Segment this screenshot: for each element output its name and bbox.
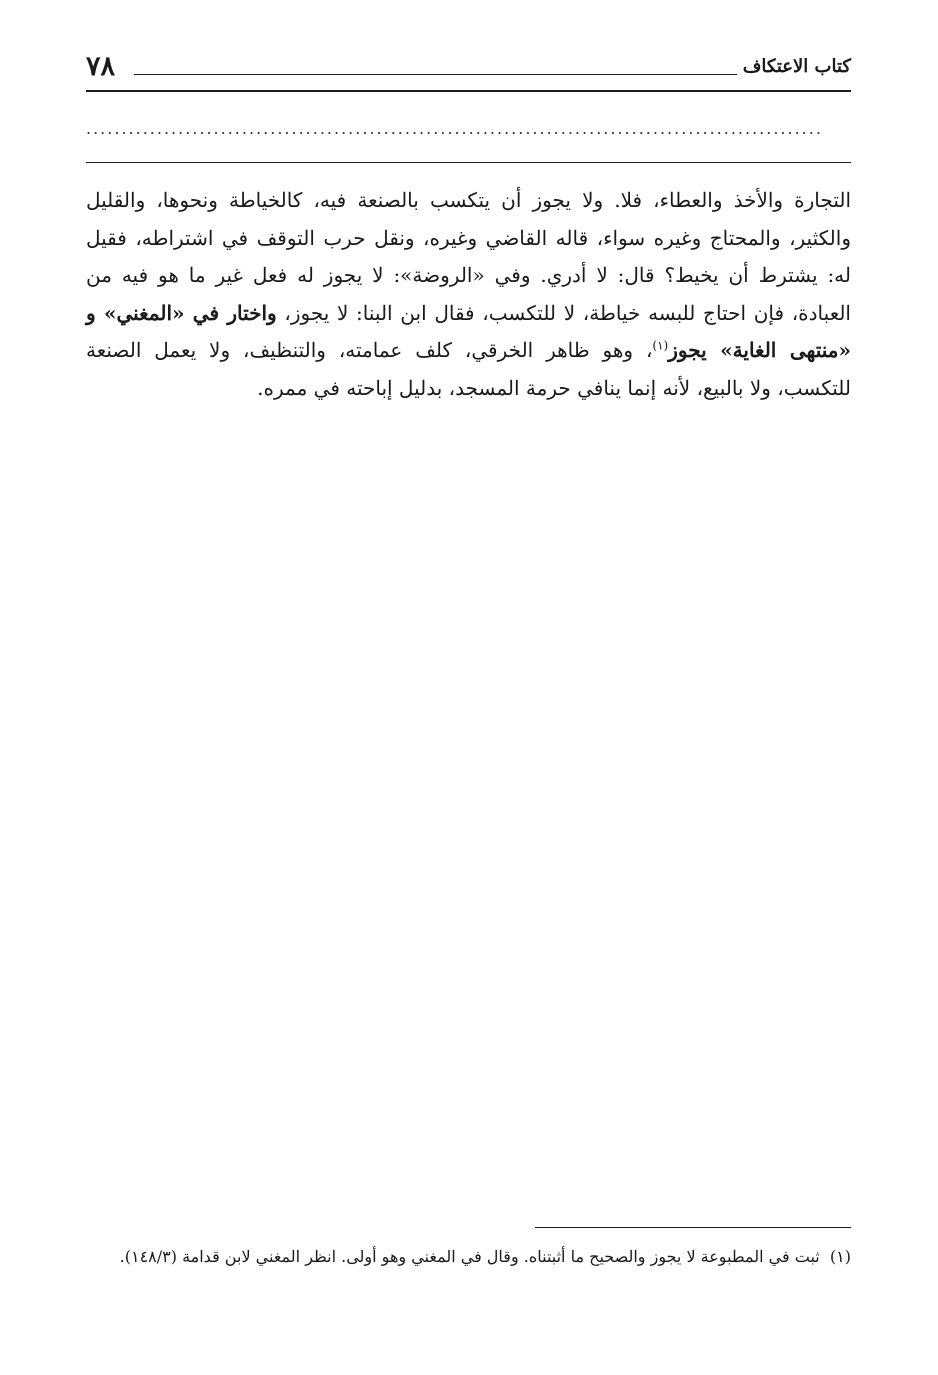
main-paragraph	[86, 182, 851, 407]
text-run: التجارة والأخذ والعطاء، فلا. ولا يجوز أن يتكسب بالصنعة فيه، كالخياطة ونحوها، والقليل والكثير، والمحتاج وغيره سواء، قاله القاضي وغيره، ونقل حرب التوقف في اشتراطه، فقيل له: يشترط أن يخيط؟ قال: لا أدري. وفي «الروضة»: لا يجوز له فعل غير ما هو فيه من العبادة، فإن احتاج للبسه خياطة، لا للتكسب، فقال ابن البنا: لا يجوز،	[86, 188, 851, 325]
footnote-text: ثبت في المطبوعة لا يجوز والصحيح ما أثبتناه. وقال في المغني وهو أولى. انظر المغني لابن قدامة (١٤٨/٣).	[119, 1247, 820, 1266]
header-underline	[86, 90, 851, 92]
bold-text-run: واختار في «المغني» و «منتهى الغاية» يجوز	[86, 300, 852, 362]
page-header	[86, 50, 851, 90]
page-number: ٧٨	[86, 51, 116, 82]
elision-dots: ........................................................................................................	[86, 122, 823, 136]
paragraph	[86, 182, 851, 407]
footnote-reference: (١)	[652, 338, 669, 353]
text-run: ، وهو ظاهر الخرقي، كلف عمامته، والتنظيف، ولا يعمل الصنعة للتكسب، ولا بالبيع، لأنه إنما ينافي حرمة المسجد، بدليل إباحته في ممره.	[86, 338, 851, 400]
elision-rule	[86, 162, 851, 163]
footnote-separator	[535, 1227, 851, 1228]
footnote-marker: (١)	[829, 1247, 851, 1266]
footnote	[86, 1240, 851, 1274]
running-title: كتاب الاعتكاف	[742, 56, 851, 77]
header-rule	[134, 74, 737, 75]
